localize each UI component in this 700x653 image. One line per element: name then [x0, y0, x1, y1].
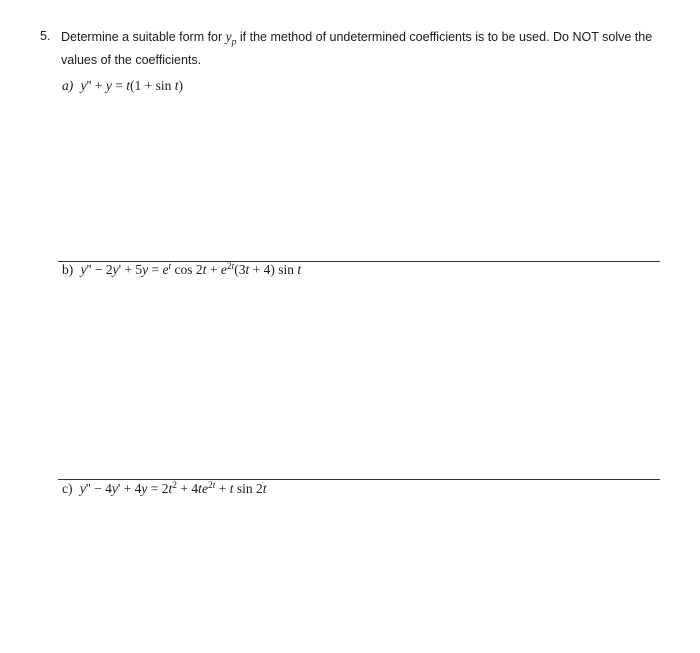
part-b-equation: $y'' - 2y' + 5y = e^t$ $\cos 2t + e^{2t}(3t + 4)$ sin t	[80, 262, 302, 277]
answer-divider-c	[58, 479, 660, 480]
part-a-label: a)	[62, 78, 74, 93]
prompt-variable-subscript: p	[231, 37, 237, 48]
part-a-equation: y'' + y = t(1 + sin t)	[80, 78, 184, 93]
part-b	[62, 262, 301, 278]
part-c-equation: $y'' - 4y' + 4y = 2t^2 + 4te^{2t} + t$ sin 2t	[79, 481, 267, 496]
prompt-variable: $y_p$	[225, 29, 237, 48]
question-5	[40, 28, 670, 69]
question-number: 5.	[40, 29, 51, 43]
question-prompt	[61, 28, 670, 69]
prompt-text-before: Determine a suitable form for	[61, 30, 226, 44]
part-c	[62, 481, 267, 497]
prompt-text-after: if the method of undetermined coefficients is to be used. Do NOT solve the values of the coefficients.	[61, 30, 653, 67]
part-a	[62, 78, 183, 94]
part-b-label: b)	[62, 262, 74, 277]
part-c-label: c)	[62, 481, 73, 496]
